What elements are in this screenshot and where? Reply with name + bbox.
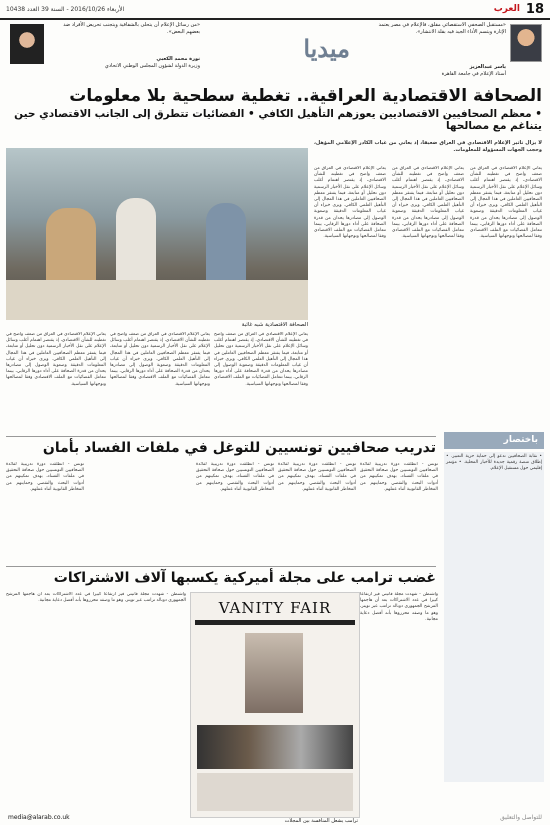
tunisia-headline: تدريب صحافيين تونسيين للتوغل في ملفات الفساد بأمان (42, 440, 436, 456)
portrait-photo-right (510, 24, 542, 62)
body-column-3: يعاني الإعلام الاقتصادي في العراق من ضعف واضح في تغطيته للشأن الاقتصادي، إذ يقتصر اهتمام أغلب وسائل الإعلام على نقل الأخبار الرسمية دون تحليل أو متابعة، فيما يفتقر معظم الصحافيين العاملين في هذا المجال إلى التأهيل العلمي الكافي. ويرى خبراء أن غياب المعلومات الدقيقة وصعوبة الوصول إلى مصادرها يحدان من قدرة الصحافة على أداء دورها الرقابي، بينما تتعامل الفضائيات مع الملف الاقتصادي وفقا لمصالحها وتوجهاتها السياسية. (314, 166, 386, 240)
vf-cover-image (245, 633, 303, 713)
quote-left-role: وزيرة الدولة لشؤون المجلس الوطني الاتحادي (104, 63, 200, 69)
quote-strip (0, 20, 550, 84)
vanity-fair-logo: VANITY FAIR (218, 599, 332, 617)
photo-caption: الصحافة الاقتصادية شبه غائبة (241, 322, 308, 328)
section-divider (6, 436, 436, 437)
in-brief-column: • نقابة الصحافيين تدعو إلى حماية حرية التعبير. • إطلاق منصة رقمية جديدة للأخبار المحلية. • مؤتمر إقليمي حول مستقبل الإعلام. (444, 452, 544, 782)
main-headline: الصحافة الاقتصادية العراقية.. تغطية سطحية بلا معلومات (69, 86, 542, 106)
body-column-1: يعاني الإعلام الاقتصادي في العراق من ضعف واضح في تغطيته للشأن الاقتصادي، إذ يقتصر اهتمام أغلب وسائل الإعلام على نقل الأخبار الرسمية دون تحليل أو متابعة، فيما يفتقر معظم الصحافيين العاملين في هذا المجال إلى التأهيل العلمي الكافي. ويرى خبراء أن غياب المعلومات الدقيقة وصعوبة الوصول إلى مصادرها يحدان من قدرة الصحافة على أداء دورها الرقابي، بينما تتعامل الفضائيات مع الملف الاقتصادي وفقا لمصالحها وتوجهاتها السياسية. (470, 166, 542, 240)
trump-column-1: واشنطن - شهدت مجلة فانيتي فير ارتفاعا كبيرا في عدد الاشتراكات بعد أن هاجمها المرشح الجمهوري دونالد ترامب عبر تويتر، وهو ما وصفه محرروها بأنه أفضل دعاية مجانية. (360, 592, 438, 622)
section-title: ميديا (303, 34, 350, 63)
quote-left-name: نورة محمد الكعبي (156, 56, 200, 62)
trump-headline: غضب ترامب على مجلة أميركية يكسبها آلاف الاشتراكات (53, 570, 436, 586)
trump-column-2: واشنطن - شهدت مجلة فانيتي فير ارتفاعا كبيرا في عدد الاشتراكات بعد أن هاجمها المرشح الجمهوري دونالد ترامب عبر تويتر، وهو ما وصفه محرروها بأنه أفضل دعاية مجانية. (6, 592, 186, 604)
quote-right-role: أستاذ الإعلام في جامعة القاهرة (441, 71, 506, 77)
vf-bottom-articles (197, 773, 353, 811)
portrait-photo-left (10, 24, 44, 64)
quote-right-name: ياسر عبدالعزيز (469, 64, 506, 70)
lead-paragraph: لا يزال تأثير الإعلام الاقتصادي في العراق ضعيفا، إذ يعاني من غياب الكادر الإعلامي المؤهل، وحجب الجهات المسؤولة للمعلومات. (314, 140, 542, 153)
contact-email: media@alarab.co.uk (8, 814, 70, 821)
in-brief-header: باختصار (444, 432, 544, 449)
vf-thumbnails (197, 725, 353, 769)
section-divider-2 (6, 566, 436, 567)
issue-date: الأربعاء 2016/10/26 - السنة 39 العدد 10438 (6, 5, 125, 13)
body-column-4: يعاني الإعلام الاقتصادي في العراق من ضعف واضح في تغطيته للشأن الاقتصادي، إذ يقتصر اهتمام أغلب وسائل الإعلام على نقل الأخبار الرسمية دون تحليل أو متابعة، فيما يفتقر معظم الصحافيين العاملين في هذا المجال إلى التأهيل العلمي الكافي. ويرى خبراء أن غياب المعلومات الدقيقة وصعوبة الوصول إلى مصادرها يحدان من قدرة الصحافة على أداء دورها الرقابي، بينما تتعامل الفضائيات مع الملف الاقتصادي وفقا لمصالحها وتوجهاتها السياسية. (6, 332, 106, 387)
vf-nav-bar (195, 620, 355, 625)
brand-name: العرب (493, 4, 520, 14)
tunisia-column-3: تونس - انطلقت دورة تدريبية لفائدة الصحافيين التونسيين حول صحافة التحقيق في ملفات الفساد، بهدف تمكينهم من أدوات البحث والتقصي وحمايتهم من المخاطر القانونية أثناء عملهم. (196, 462, 274, 492)
vanity-fair-screenshot (190, 592, 360, 818)
contact-label: للتواصل والتعليق (500, 814, 542, 821)
tunisia-column-4: تونس - انطلقت دورة تدريبية لفائدة الصحافيين التونسيين حول صحافة التحقيق في ملفات الفساد، بهدف تمكينهم من أدوات البحث والتقصي وحمايتهم من المخاطر القانونية أثناء عملهم. (6, 462, 84, 492)
top-bar (0, 0, 550, 20)
quote-right: «مستقبل الصحفي الاستقصائي مقلق، فالإعلام في مصر يعتمد الإثارة ويتسم الأداء الجيد فيه بقلة الانتشار». (378, 22, 506, 35)
tunisia-column-1: تونس - انطلقت دورة تدريبية لفائدة الصحافيين التونسيين حول صحافة التحقيق في ملفات الفساد، بهدف تمكينهم من أدوات البحث والتقصي وحمايتهم من المخاطر القانونية أثناء عملهم. (360, 462, 438, 492)
page-number: 18 (525, 1, 544, 17)
vf-caption: ترامب يشعل المنافسة بين المجلات (284, 818, 358, 824)
main-photo-newsstand (6, 148, 308, 320)
tunisia-column-2: تونس - انطلقت دورة تدريبية لفائدة الصحافيين التونسيين حول صحافة التحقيق في ملفات الفساد، بهدف تمكينهم من أدوات البحث والتقصي وحمايتهم من المخاطر القانونية أثناء عملهم. (278, 462, 356, 492)
sub-headline: • معظم الصحافيين الاقتصاديين يعوزهم التأهيل الكافي • الفضائيات تتطرق إلى الجانب الاقتصادي حين يتناغم مع مصالحها (14, 108, 542, 132)
body-column-2: يعاني الإعلام الاقتصادي في العراق من ضعف واضح في تغطيته للشأن الاقتصادي، إذ يقتصر اهتمام أغلب وسائل الإعلام على نقل الأخبار الرسمية دون تحليل أو متابعة، فيما يفتقر معظم الصحافيين العاملين في هذا المجال إلى التأهيل العلمي الكافي. ويرى خبراء أن غياب المعلومات الدقيقة وصعوبة الوصول إلى مصادرها يحدان من قدرة الصحافة على أداء دورها الرقابي، بينما تتعامل الفضائيات مع الملف الاقتصادي وفقا لمصالحها وتوجهاتها السياسية. (392, 166, 464, 240)
quote-left: «من رسائل الإعلام أن يتحلى بالشفافية ويتجنب تحريض الأفراد ضد بعضهم البعض». (63, 22, 200, 35)
body-column-6: يعاني الإعلام الاقتصادي في العراق من ضعف واضح في تغطيته للشأن الاقتصادي، إذ يقتصر اهتمام أغلب وسائل الإعلام على نقل الأخبار الرسمية دون تحليل أو متابعة، فيما يفتقر معظم الصحافيين العاملين في هذا المجال إلى التأهيل العلمي الكافي. ويرى خبراء أن غياب المعلومات الدقيقة وصعوبة الوصول إلى مصادرها يحدان من قدرة الصحافة على أداء دورها الرقابي، بينما تتعامل الفضائيات مع الملف الاقتصادي وفقا لمصالحها وتوجهاتها السياسية. (214, 332, 308, 387)
body-column-5: يعاني الإعلام الاقتصادي في العراق من ضعف واضح في تغطيته للشأن الاقتصادي، إذ يقتصر اهتمام أغلب وسائل الإعلام على نقل الأخبار الرسمية دون تحليل أو متابعة، فيما يفتقر معظم الصحافيين العاملين في هذا المجال إلى التأهيل العلمي الكافي. ويرى خبراء أن غياب المعلومات الدقيقة وصعوبة الوصول إلى مصادرها يحدان من قدرة الصحافة على أداء دورها الرقابي، بينما تتعامل الفضائيات مع الملف الاقتصادي وفقا لمصالحها وتوجهاتها السياسية. (110, 332, 210, 387)
headline-block (8, 86, 542, 132)
